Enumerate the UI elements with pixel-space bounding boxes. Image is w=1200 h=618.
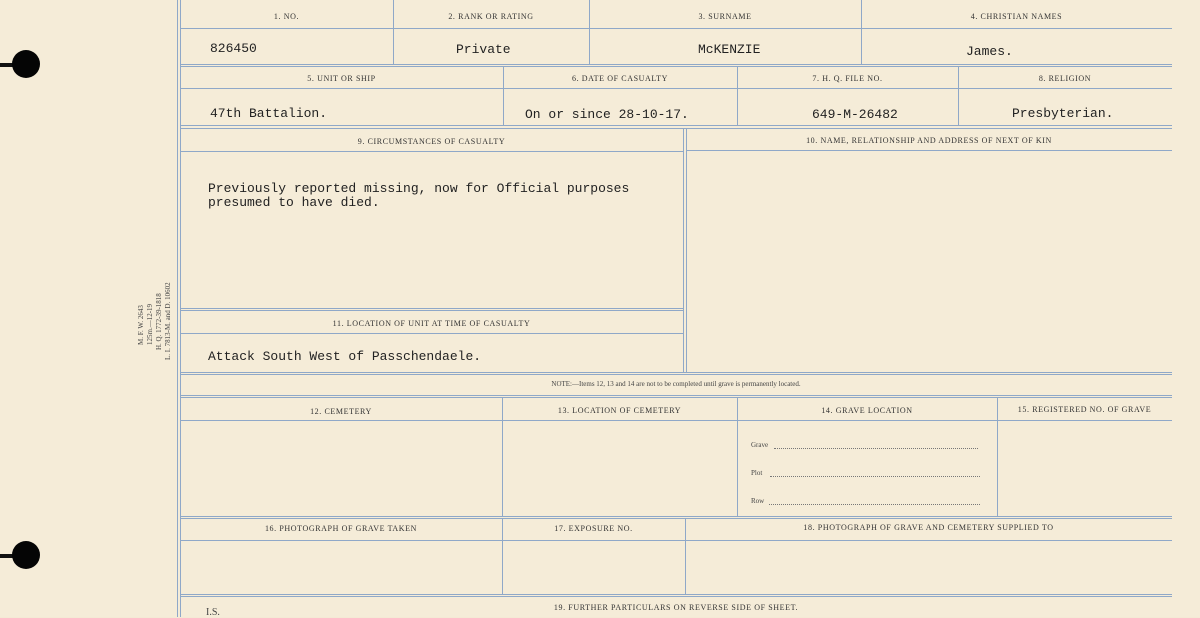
rule (180, 333, 683, 334)
value-circumstances-line2: presumed to have died. (208, 195, 380, 210)
rule (180, 420, 1172, 421)
divider (683, 128, 684, 372)
rule (180, 397, 1172, 398)
label-row: Row (751, 497, 765, 505)
note-text: NOTE:—Items 12, 13 and 14 are not to be completed until grave is permanently located. (551, 380, 801, 388)
rule (180, 518, 1172, 519)
value-hq-file: 649-M-26482 (812, 107, 898, 122)
value-christian-names: James. (966, 44, 1013, 59)
value-location-unit: Attack South West of Passchendaele. (208, 349, 482, 364)
rule (180, 395, 1172, 396)
rule (180, 374, 1172, 375)
plot-dotted-line (770, 476, 980, 477)
value-circumstances-line1: Previously reported missing, now for Official purposes (208, 181, 630, 196)
value-date: On or since 28-10-17. (525, 107, 689, 122)
rule (180, 372, 1172, 373)
value-rank: Private (456, 42, 511, 57)
rule (180, 66, 1172, 67)
label-grave-location: 14. GRAVE LOCATION (821, 406, 913, 415)
frame-left (177, 0, 178, 617)
label-photo-taken: 16. PHOTOGRAPH OF GRAVE TAKEN (264, 524, 418, 533)
label-exposure: 17. EXPOSURE NO. (554, 524, 633, 533)
rule (180, 310, 683, 311)
label-no: 1. NO. (273, 12, 300, 21)
label-circumstances: 9. CIRCUMSTANCES OF CASUALTY (357, 137, 506, 146)
side-print-line1: M. F. W. 2643 (137, 305, 145, 345)
divider (997, 397, 998, 516)
label-date: 6. DATE OF CASUALTY (571, 74, 668, 83)
label-rank: 2. RANK OR RATING (448, 12, 534, 21)
label-location-unit: 11. LOCATION OF UNIT AT TIME OF CASUALTY (332, 319, 531, 328)
side-print-line4: L. I. 7813-M. and D. 10602 (164, 282, 172, 360)
label-plot: Plot (751, 469, 763, 477)
label-further: 19. FURTHER PARTICULARS ON REVERSE SIDE OF SHEET. (553, 603, 799, 612)
rule (686, 150, 1172, 151)
rule (180, 540, 1172, 541)
rule (180, 516, 1172, 517)
rule (180, 88, 1172, 89)
value-surname: McKENZIE (698, 42, 761, 57)
label-registered-no: 15. REGISTERED NO. OF GRAVE (1017, 405, 1152, 414)
rule (180, 594, 1172, 595)
divider (861, 0, 862, 64)
rule (180, 308, 683, 309)
rule (180, 28, 1172, 29)
label-location-cemetery: 13. LOCATION OF CEMETERY (557, 406, 682, 415)
value-no: 826450 (210, 41, 257, 56)
row-dotted-line (769, 504, 980, 505)
rule (180, 125, 1172, 126)
label-next-of-kin: 10. NAME, RELATIONSHIP AND ADDRESS OF NEXT OF KIN (806, 136, 1052, 145)
initials: I.S. (206, 607, 220, 618)
label-unit: 5. UNIT OR SHIP (307, 74, 376, 83)
label-christian-names: 4. CHRISTIAN NAMES (970, 12, 1063, 21)
divider (393, 0, 394, 64)
grave-dotted-line (774, 448, 978, 449)
label-grave: Grave (751, 441, 769, 449)
label-hq-file: 7. H. Q. FILE NO. (812, 74, 883, 83)
rule (180, 128, 1172, 129)
label-cemetery: 12. CEMETERY (310, 407, 372, 416)
label-religion: 8. RELIGION (1038, 74, 1092, 83)
divider (589, 0, 590, 64)
side-print-line3: H. Q. 1772-39-1818 (155, 293, 163, 350)
rule (180, 64, 1172, 65)
label-surname: 3. SURNAME (698, 12, 752, 21)
value-unit: 47th Battalion. (210, 106, 328, 121)
divider (686, 128, 687, 372)
value-religion: Presbyterian. (1012, 106, 1114, 121)
label-photo-supplied: 18. PHOTOGRAPH OF GRAVE AND CEMETERY SUPPLIED TO (803, 523, 1054, 532)
rule (180, 151, 683, 152)
side-print-line2: 125m.—12-19 (146, 303, 154, 345)
binder-hole-bottom (12, 541, 40, 569)
binder-hole-top (12, 50, 40, 78)
rule (180, 596, 1172, 597)
